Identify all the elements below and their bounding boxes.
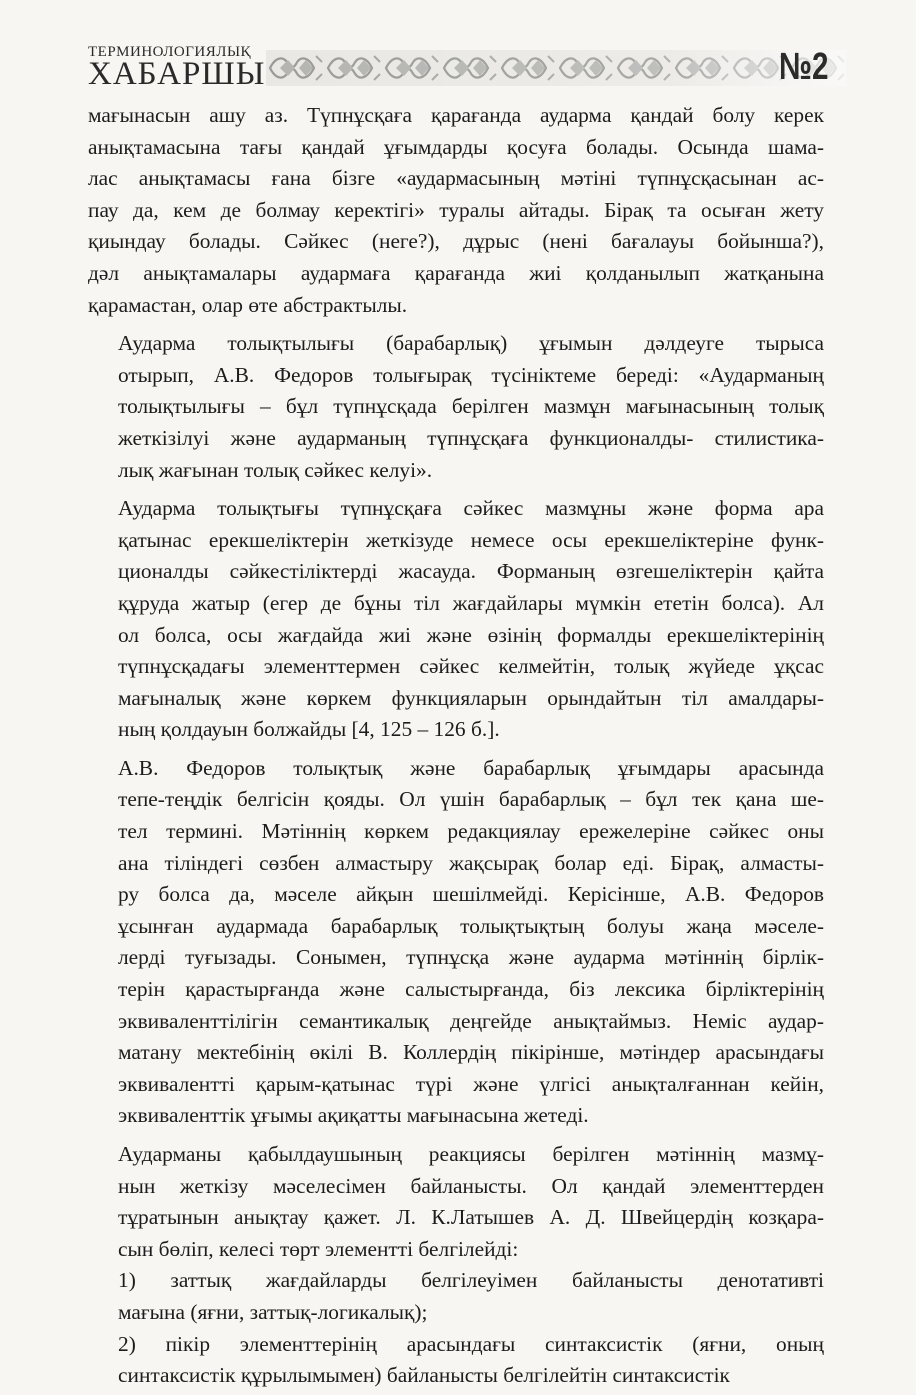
text-line: жеткізілуі және аударманың түпнұсқаға функционалды- стилистика- xyxy=(118,425,824,450)
text-line: Аударма толықтығы түпнұсқаға сәйкес мазмұны және форма ара xyxy=(118,496,824,521)
paragraph-gap xyxy=(88,486,824,493)
text-line: мағынасын ашу аз. Түпнұсқаға қарағанда аударма қандай болу керек xyxy=(88,103,824,127)
text-line: тұратынын анықтау қажет. Л. К.Латышев А. Д. Швейцердің козқара- xyxy=(118,1205,824,1230)
text-line: тепе-теңдік белгісін қояды. Ол үшін барабарлық – бұл тек қана ше- xyxy=(118,787,824,812)
text-line: эквивалентті қарым-қатынас түрі және үлгісі анықталғаннан кейін, xyxy=(118,1071,824,1096)
text-line: ның қолдауын болжайды [4, 125 – 126 б.]. xyxy=(118,717,500,742)
text-line: мағыналық және көркем функцияларын орындайтын тіл амалдары- xyxy=(118,685,824,710)
paragraph-gap xyxy=(88,321,824,328)
text-line: А.В. Федоров толықтық және барабарлық ұғымдары арасында xyxy=(118,755,824,780)
text-line: Аударма толықтылығы (барабарлық) ұғымын дәлдеуге тырыса xyxy=(118,331,824,356)
journal-title-line2: ХАБАРШЫ xyxy=(88,56,266,92)
text-line: дәл анықтамалары аудармаға қарағанда жиі қолданылып жатқанына xyxy=(88,260,824,285)
paragraph xyxy=(88,1139,824,1265)
paragraph xyxy=(88,493,824,746)
text-line: мағына (яғни, заттық-логикалық); xyxy=(118,1299,428,1324)
issue-number: №2 xyxy=(778,46,828,88)
text-line: матану мектебінің өкілі В. Коллердің пікірінше, мәтіндер арасындағы xyxy=(118,1040,824,1065)
text-line: лық жағынан толық сәйкес келуі». xyxy=(118,457,433,482)
text-line: толықтылығы – бұл түпнұсқада берілген мазмұн мағынасының толық xyxy=(118,394,824,419)
paragraph xyxy=(88,328,824,486)
text-line: ана тіліндегі сөзбен алмастыру жақсырақ болар еді. Бірақ, алмасты- xyxy=(118,850,824,875)
ornament-band xyxy=(266,50,846,86)
text-line: Аударманы қабылдаушының реакциясы берілген мәтіннің мазмұ- xyxy=(118,1142,824,1166)
paragraph-gap xyxy=(88,746,824,753)
text-line: ол болса, осы жағдайда жиі және өзінің формалды ерекшеліктерінің xyxy=(118,622,824,647)
paragraph xyxy=(88,1265,824,1328)
text-line: ционалды сәйкестіліктерді жасауда. Форманың өзгешеліктерін қайта xyxy=(118,559,824,584)
text-line: 2) пікір элементтерінің арасындағы синтаксистік (яғни, оның xyxy=(118,1331,824,1356)
journal-title-line1: ТЕРМИНОЛОГИЯЛЫҚ xyxy=(88,44,252,60)
text-line: қатынас ерекшеліктерін жеткізуде немесе осы ерекшеліктеріне функ- xyxy=(118,527,824,552)
text-line: эквиваленттік ұғымы ақиқатты мағынасына жетеді. xyxy=(118,1103,589,1128)
text-line: сын бөліп, келесі төрт элементті белгілейді: xyxy=(118,1236,519,1261)
text-line: құруда жатыр (егер де бұны тіл жағдайлары мүмкін ететін болса). Ал xyxy=(118,590,824,615)
paragraph xyxy=(88,100,824,321)
text-line: анықтамасына тағы қандай ұғымдарды қосуға болады. Осында шама- xyxy=(88,134,824,159)
text-line: синтаксистік құрылымымен) байланысты белгілейтін синтаксистік xyxy=(118,1363,730,1388)
text-line: лас анықтамасы ғана бізге «аудармасының мәтіні түпнұсқасынан ас- xyxy=(88,166,824,191)
text-line: түпнұсқадағы элементтермен сәйкес келмейтін, толық жүйеде ұқсас xyxy=(118,654,824,679)
paragraph xyxy=(88,753,824,1132)
text-line: эквиваленттілігін семантикалық деңгейде анықтаймыз. Неміс аудар- xyxy=(118,1008,824,1033)
paragraph-gap xyxy=(88,1132,824,1139)
text-line: 1) заттық жағдайларды белгілеуімен байланысты денотативті xyxy=(118,1268,824,1293)
text-line: терін қарастырғанда және салыстырғанда, біз лексика бірліктерінің xyxy=(118,977,824,1002)
text-line: қарамастан, олар өте абстрактылы. xyxy=(88,292,408,317)
text-line: қиындау болады. Сәйкес (неге?), дұрыс (нені бағалауы бойынша?), xyxy=(88,229,824,254)
text-line: отырып, А.В. Федоров толығырақ түсініктеме береді: «Аударманың xyxy=(118,362,824,387)
text-line: лерді туғызады. Сонымен, түпнұсқа және аударма мәтіннің бірлік- xyxy=(118,945,824,970)
text-line: тел термині. Мәтіннің көркем редакциялау ережелеріне сәйкес оны xyxy=(118,819,824,844)
text-line: ру болса да, мәселе айқын шешілмейді. Керісінше, А.В. Федоров xyxy=(118,882,824,907)
text-line: ұсынған аудармада барабарлық толықтықтың болуы жаңа мәселе- xyxy=(118,913,824,938)
paragraph xyxy=(88,1329,824,1392)
running-header xyxy=(88,40,828,96)
text-line: пау да, кем де болмау керектігі» туралы айтады. Бірақ та осыған жету xyxy=(88,197,824,222)
article-body xyxy=(88,100,824,1392)
text-line: нын жеткізу мәселесімен байланысты. Ол қандай элементтерден xyxy=(118,1173,824,1198)
